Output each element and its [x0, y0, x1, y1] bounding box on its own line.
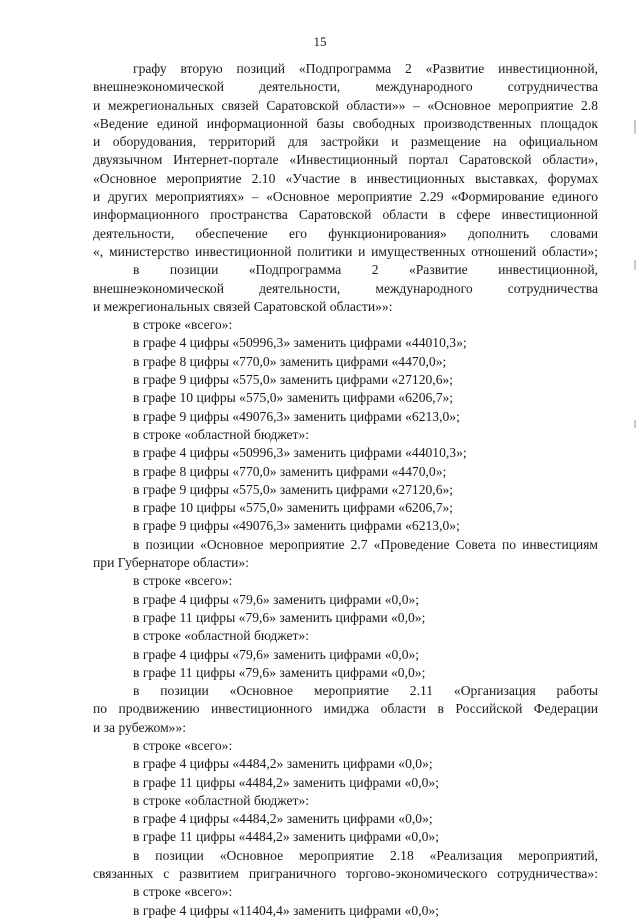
text-line: в графе 11 цифры «79,6» заменить цифрами «0,0»;: [133, 664, 426, 680]
text-line: двуязычном Интернет-портале «Инвестиционный портал Саратовской области»,: [93, 152, 598, 168]
scan-artifact: [634, 420, 636, 428]
text-line: в позиции «Подпрограмма 2 «Развитие инвестиционной,: [133, 262, 598, 278]
page-number: 15: [313, 34, 327, 49]
text-line: в строке «всего»:: [133, 884, 233, 900]
text-line: «, министерство инвестиционной политики и имущественных отношений области»;: [93, 243, 598, 259]
text-line: по продвижению инвестиционного имиджа области в Российской Федерации: [93, 701, 598, 717]
text-line: и оборудования, территорий для застройки и размещение на официальном: [93, 134, 598, 150]
text-line: связанных с развитием приграничного торгово-экономического сотрудничества»:: [93, 866, 598, 882]
text-line: в графе 9 цифры «49076,3» заменить цифрами «6213,0»;: [133, 518, 460, 534]
text-line: в строке «областной бюджет»:: [133, 426, 310, 442]
text-line: информационного пространства Саратовской области в сфере инвестиционной: [93, 207, 598, 223]
text-line: в графе 9 цифры «49076,3» заменить цифрами «6213,0»;: [133, 408, 460, 424]
scan-artifact: [634, 120, 636, 134]
text-line: и межрегиональных связей Саратовской области»»:: [93, 298, 393, 314]
text-line: в графе 4 цифры «4484,2» заменить цифрами «0,0»;: [133, 756, 433, 772]
text-line: в графе 9 цифры «575,0» заменить цифрами «27120,6»;: [133, 481, 454, 497]
text-line: в позиции «Основное мероприятие 2.18 «Реализация мероприятий,: [133, 847, 598, 863]
text-line: в позиции «Основное мероприятие 2.11 «Организация работы: [133, 683, 598, 699]
text-line: в графе 11 цифры «79,6» заменить цифрами «0,0»;: [133, 609, 426, 625]
text-line: в графе 10 цифры «575,0» заменить цифрами «6206,7»;: [133, 390, 454, 406]
text-line: в графе 8 цифры «770,0» заменить цифрами «4470,0»;: [133, 463, 447, 479]
text-line: в строке «областной бюджет»:: [133, 792, 310, 808]
text-line: и межрегиональных связей Саратовской области»» – «Основное мероприятие 2.8: [93, 97, 598, 113]
text-line: в графе 4 цифры «50996,3» заменить цифрами «44010,3»;: [133, 335, 467, 351]
document-body: [93, 60, 598, 920]
text-line: в графе 4 цифры «79,6» заменить цифрами «0,0»;: [133, 591, 420, 607]
text-line: в позиции «Основное мероприятие 2.7 «Проведение Совета по инвестициям: [133, 536, 598, 552]
text-line: «Основное мероприятие 2.10 «Участие в инвестиционных выставках, форумах: [93, 170, 598, 186]
text-line: в графе 9 цифры «575,0» заменить цифрами «27120,6»;: [133, 372, 454, 388]
text-line: «Ведение единой информационной базы свободных производственных площадок: [93, 115, 598, 131]
text-line: внешнеэкономической деятельности, международного сотрудничества: [93, 280, 598, 296]
text-line: в графе 4 цифры «79,6» заменить цифрами «0,0»;: [133, 646, 420, 662]
text-line: при Губернаторе области»:: [93, 555, 250, 571]
text-line: и за рубежом»»:: [93, 719, 187, 735]
text-line: в строке «областной бюджет»:: [133, 628, 310, 644]
text-line: в строке «всего»:: [133, 737, 233, 753]
text-line: внешнеэкономической деятельности, международного сотрудничества: [93, 79, 598, 95]
text-line: в строке «всего»:: [133, 317, 233, 333]
scan-artifact: [634, 260, 636, 270]
text-line: в графе 8 цифры «770,0» заменить цифрами «4470,0»;: [133, 353, 447, 369]
text-line: в графе 4 цифры «50996,3» заменить цифрами «44010,3»;: [133, 445, 467, 461]
text-line: в графе 4 цифры «4484,2» заменить цифрами «0,0»;: [133, 811, 433, 827]
text-line: в графе 10 цифры «575,0» заменить цифрами «6206,7»;: [133, 500, 454, 516]
text-line: в строке «всего»:: [133, 573, 233, 589]
text-line: в графе 11 цифры «4484,2» заменить цифрами «0,0»;: [133, 829, 439, 845]
text-line: в графе 11 цифры «4484,2» заменить цифрами «0,0»;: [133, 774, 439, 790]
text-line: деятельности, обеспечение его функционирования» дополнить словами: [93, 225, 598, 241]
text-line: и других мероприятиях» – «Основное мероприятие 2.29 «Формирование единого: [93, 189, 598, 205]
text-line: в графе 4 цифры «11404,4» заменить цифрами «0,0»;: [133, 902, 439, 918]
text-line: графу вторую позиций «Подпрограмма 2 «Развитие инвестиционной,: [133, 61, 598, 76]
